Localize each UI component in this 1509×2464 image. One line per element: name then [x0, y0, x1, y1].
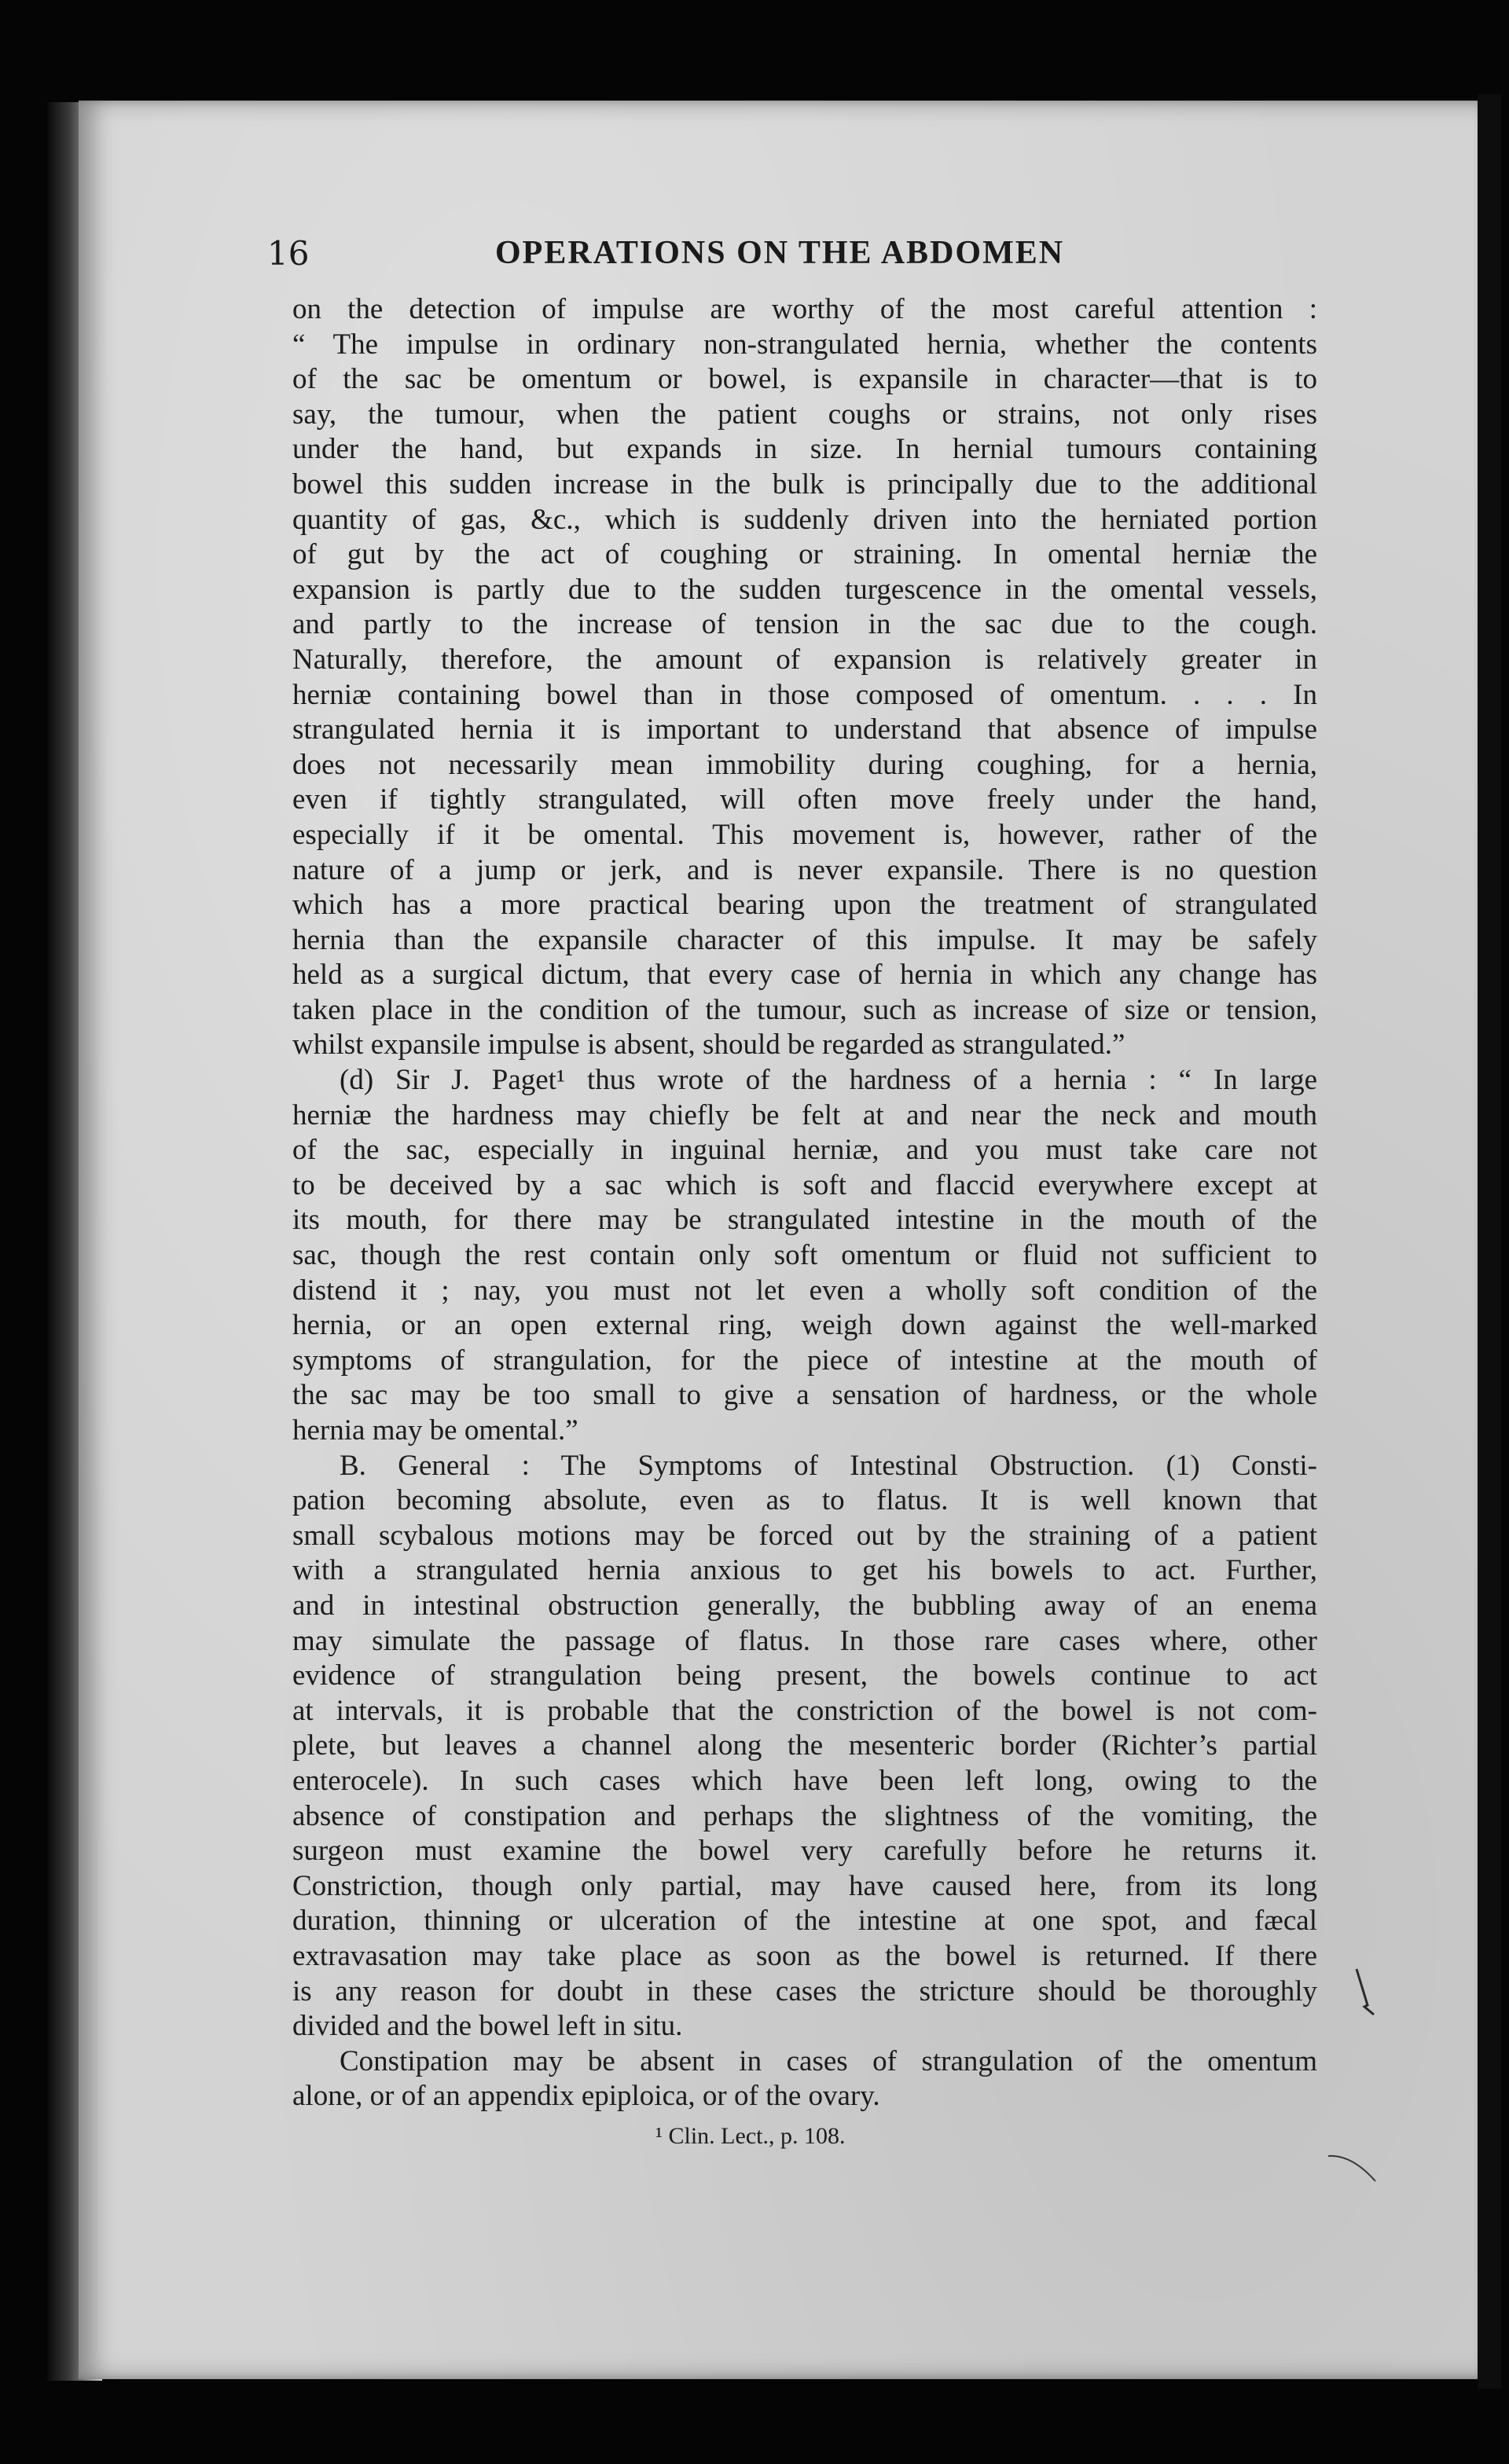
page-right-edge: [1478, 94, 1501, 2389]
margin-pencil-mark: [1350, 1966, 1382, 2029]
text-line: plete, but leaves a channel along the mesenteric border (Richter’s partial: [292, 1729, 1317, 1762]
text-line: sac, though the rest contain only soft omentum or fluid not sufficient to: [292, 1239, 1317, 1272]
text-line: symptoms of strangulation, for the piece of intestine at the mouth of: [292, 1344, 1317, 1377]
text-line: divided and the bowel left in situ.: [292, 2010, 683, 2043]
text-line: even if tightly strangulated, will often move freely under the hand,: [292, 783, 1317, 816]
text-line: small scybalous motions may be forced out by the straining of a patient: [292, 1519, 1317, 1552]
text-line: strangulated hernia it is important to understand that absence of impulse: [292, 713, 1317, 746]
text-line: evidence of strangulation being present, the bowels continue to act: [292, 1659, 1317, 1692]
text-line: to be deceived by a sac which is soft and flaccid everywhere except at: [292, 1168, 1317, 1201]
page-number: 16: [267, 234, 310, 273]
text-line: expansion is partly due to the sudden turgescence in the omental vessels,: [292, 573, 1317, 606]
text-line: pation becoming absolute, even as to flatus. It is well known that: [292, 1484, 1317, 1517]
text-line: whilst expansile impulse is absent, should be regarded as strangulated.”: [292, 1028, 1125, 1062]
text-line: extravasation may take place as soon as the bowel is returned. If there: [292, 1939, 1317, 1972]
text-line: quantity of gas, &c., which is suddenly driven into the herniated portion: [292, 503, 1317, 536]
text-line: absence of constipation and perhaps the slightness of the vomiting, the: [292, 1799, 1317, 1832]
text-line: on the detection of impulse are worthy of the most careful attention :: [292, 293, 1317, 325]
text-line: and partly to the increase of tension in the sac due to the cough.: [292, 608, 1317, 641]
body-text: [292, 292, 1317, 2114]
text-line: herniæ containing bowel than in those composed of omentum. . . . In: [292, 678, 1317, 711]
text-line: alone, or of an appendix epiploica, or of the ovary.: [292, 2080, 880, 2113]
footnote: ¹ Clin. Lect., p. 108.: [655, 2123, 846, 2149]
text-line: hernia than the expansile character of this impulse. It may be safely: [292, 923, 1317, 956]
text-line: Naturally, therefore, the amount of expansion is relatively greater in: [292, 643, 1317, 676]
text-line: especially if it be omental. This movement is, however, rather of the: [292, 818, 1317, 851]
text-line: the sac may be too small to give a sensation of hardness, or the whole: [292, 1379, 1317, 1412]
text-line: hernia may be omental.”: [292, 1414, 578, 1446]
running-title: OPERATIONS ON THE ABDOMEN: [495, 235, 1065, 271]
text-line: hernia, or an open external ring, weigh down against the well-marked: [292, 1309, 1317, 1342]
text-line: does not necessarily mean immobility during coughing, for a hernia,: [292, 748, 1317, 781]
text-line: its mouth, for there may be strangulated intestine in the mouth of the: [292, 1204, 1317, 1237]
text-line: herniæ the hardness may chiefly be felt at and near the neck and mouth: [292, 1098, 1317, 1131]
text-line: Constriction, though only partial, may have caused here, from its long: [292, 1869, 1317, 1902]
text-line: “ The impulse in ordinary non-strangulated hernia, whether the contents: [292, 328, 1317, 361]
text-line: of the sac be omentum or bowel, is expansile in character—that is to: [292, 363, 1317, 396]
text-line: (d) Sir J. Paget¹ thus wrote of the hardness of a hernia : “ In large: [340, 1064, 1317, 1097]
text-line: enterocele). In such cases which have been left long, owing to the: [292, 1764, 1317, 1797]
text-line: is any reason for doubt in these cases the stricture should be thoroughly: [292, 1974, 1317, 2008]
text-line: taken place in the condition of the tumour, such as increase of size or tension,: [292, 993, 1317, 1026]
margin-pencil-stroke: [1328, 2153, 1383, 2184]
text-line: bowel this sudden increase in the bulk is principally due to the additional: [292, 468, 1317, 500]
text-line: duration, thinning or ulceration of the intestine at one spot, and fæcal: [292, 1905, 1317, 1938]
text-line: and in intestinal obstruction generally, the bubbling away of an enema: [292, 1589, 1317, 1622]
text-line: surgeon must examine the bowel very carefully before he returns it.: [292, 1835, 1317, 1868]
text-line: Constipation may be absent in cases of strangulation of the omentum: [340, 2044, 1317, 2077]
text-line: may simulate the passage of flatus. In those rare cases where, other: [292, 1624, 1317, 1657]
text-line: of gut by the act of coughing or straining. In omental herniæ the: [292, 538, 1317, 571]
text-line: distend it ; nay, you must not let even a wholly soft condition of the: [292, 1274, 1317, 1307]
text-line: of the sac, especially in inguinal herniæ, and you must take care not: [292, 1134, 1317, 1167]
text-line: nature of a jump or jerk, and is never expansile. There is no question: [292, 853, 1317, 886]
text-line: at intervals, it is probable that the constriction of the bowel is not com-: [292, 1694, 1317, 1727]
page-header: [267, 234, 1320, 289]
text-line: held as a surgical dictum, that every case of hernia in which any change has: [292, 959, 1317, 992]
text-line: under the hand, but expands in size. In hernial tumours containing: [292, 433, 1317, 466]
text-line: which has a more practical bearing upon the treatment of strangulated: [292, 889, 1317, 922]
text-line: with a strangulated hernia anxious to get his bowels to act. Further,: [292, 1554, 1317, 1587]
text-line: say, the tumour, when the patient coughs or strains, not only rises: [292, 398, 1317, 431]
text-line: B. General : The Symptoms of Intestinal Obstruction. (1) Consti-: [340, 1449, 1317, 1482]
